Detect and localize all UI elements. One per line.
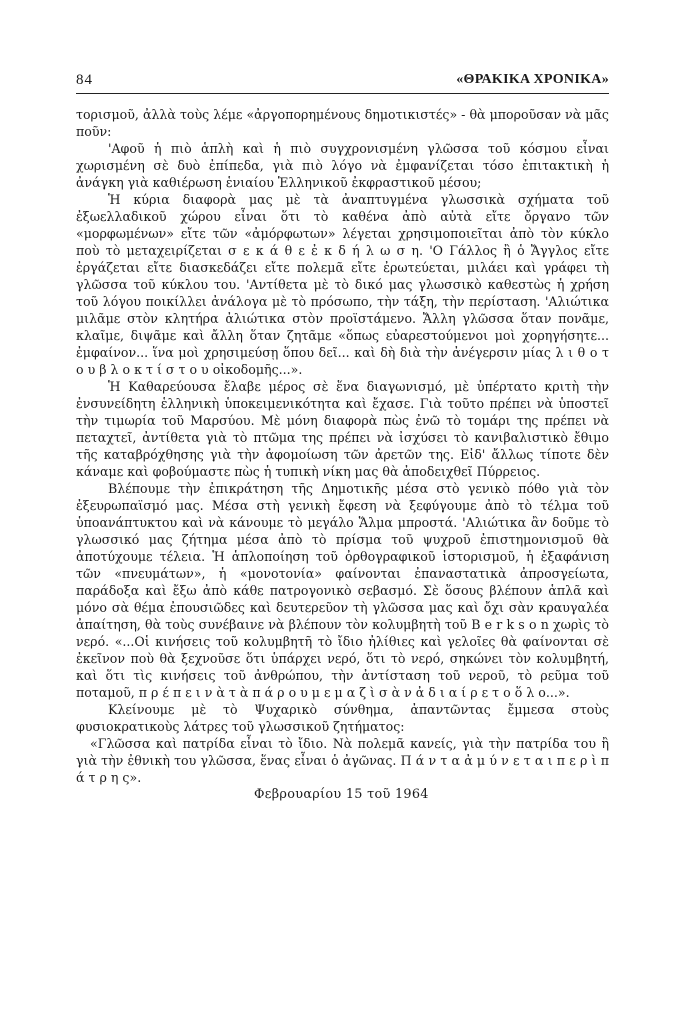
- dateline: Φεβρουαρίου 15 τοῦ 1964: [254, 787, 429, 802]
- paragraph: Ἡ Καθαρεύουσα ἔλαβε μέρος σὲ ἕνα διαγωνισμό, μὲ ὑπέρτατο κριτὴ τὴν ἐνσυνείδητη ἑλληνικὴ ὑποκειμενικότητα καὶ ἔχασε. Γιὰ τοῦτο πρέπει νὰ ὑποστεῖ τὴν τιμωρία τοῦ Μαρσύου. Μὲ μόνη διαφορὰ πὼς ἐνῶ τὸ τομάρι της πρέπει νὰ πεταχτεῖ, ἀντίθετα γιὰ τὸ πτῶμα της πρέπει νὰ ἰσχύσει τὸ κανιβαλιστικὸ ἔθιμο τῆς καταβρόχθησης γιὰ τὴν ἀφομοίωση τῶν ἀρετῶν της. Εἰδ' ἄλλως τίποτε δὲν κάναμε καὶ φοβούμαστε πὼς ἡ τυπικὴ νίκη μας θὰ ἀποδειχθεῖ Πύρρειος.: [76, 379, 609, 479]
- header-rule: [76, 93, 609, 94]
- paragraph: Κλείνουμε μὲ τὸ Ψυχαρικὸ σύνθημα, ἀπαντῶντας ἔμμεσα στοὺς φυσιοκρατικοὺς λάτρες τοῦ γλωσσικοῦ ζητήματος:: [76, 702, 609, 734]
- closing-quote: «Γλῶσσα καὶ πατρίδα εἶναι τὸ ἴδιο. Νὰ πολεμᾶ κανείς, γιὰ τὴν πατρίδα του ἢ γιὰ τὴν ἐθνικὴ του γλῶσσα, ἕνας εἶναι ὁ ἀγῶνας. Π ά ν τ α ἀ μ ύ ν ε τ α ι π ε ρ ὶ π ά τ ρ η ς».: [76, 736, 609, 785]
- journal-page: [76, 66, 609, 803]
- running-head: [76, 66, 609, 90]
- paragraph-continued: τορισμοῦ, ἀλλὰ τοὺς λέμε «ἀργοπορημένους δημοτικιστές» - θὰ μποροῦσαν νὰ μᾶς ποῦν:: [76, 107, 609, 139]
- page-number: 84: [76, 72, 93, 88]
- paragraph: 'Αφοῦ ἡ πιὸ ἁπλὴ καὶ ἡ πιὸ συγχρονισμένη γλῶσσα τοῦ κόσμου εἶναι χωρισμένη σὲ δυὸ ἐπίπεδα, γιὰ πιὸ λόγο νὰ ἐμφανίζεται τόσο ἐπιτακτικὴ ἡ ἀνάγκη γιὰ καθιέρωση ἑνιαίου Ἑλληνικοῦ ἐκφραστικοῦ μέσου;: [76, 141, 609, 190]
- paragraph: Ἡ κύρια διαφορὰ μας μὲ τὰ ἀναπτυγμένα γλωσσικὰ σχήματα τοῦ ἐξωελλαδικοῦ χώρου εἶναι ὅτι τὸ καθένα ἀπὸ αὐτὰ εἴτε ὄργανο τῶν «μορφωμένων» εἴτε τῶν «ἀμόρφωτων» λέγεται χρησιμοποιεῖται ἀπὸ τὸν κύκλο ποὺ τὸ μεταχειρίζεται σ ε κ ά θ ε ἐ κ δ ή λ ω σ η. 'Ο Γάλλος ἢ ὁ Ἄγγλος εἴτε ἐργάζεται εἴτε διασκεδάζει εἴτε πολεμᾶ εἴτε ἐρωτεύεται, μιλάει καὶ γράφει τὴ γλῶσσα τοῦ κύκλου του. 'Αντίθετα μὲ τὸ δικό μας γλωσσικὸ καθεστὼς ἡ χρήση τοῦ λόγου ποικίλλει ἀνάλογα μὲ τὸ πρόσωπο, τὴν τάξη, τὴν περίσταση. 'Αλιώτικα μιλᾶμε στὸν κλητήρα ἀλιώτικα στὸν προϊστάμενο. Ἄλλη γλῶσσα ὅταν πονᾶμε, κλαῖμε, διψᾶμε καὶ ἄλλη ὅταν ζητᾶμε «ὅπως εὐαρεστούμενοι μοὶ χορηγήσητε... ἐμφαίνον... ἵνα μοὶ χρησιμεύσῃ ὅπου δεῖ... καὶ δὴ διὰ τὴν ἀνέγερσιν μίας λ ι θ ο τ ο υ β λ ο κ τ ί σ τ ο υ οἰκοδομῆς...».: [76, 192, 609, 377]
- journal-title: «ΘΡΑΚΙΚΑ ΧΡΟΝΙΚΑ»: [456, 72, 609, 87]
- paragraph: Βλέπουμε τὴν ἐπικράτηση τῆς Δημοτικῆς μέσα στὸ γενικὸ πόθο γιὰ τὸν ἐξευρωπαϊσμό μας. Μέσα στὴ γενικὴ ἔφεση νὰ ξεφύγουμε ἀπὸ τὸ τέλμα τοῦ ὑποανάπτυκτου καὶ νὰ κάνουμε τὸ μεγάλο Ἅλμα μπροστά. 'Αλιώτικα ἂν δοῦμε τὸ γλωσσικό μας ζήτημα μέσα ἀπὸ τὸ πρίσμα τοῦ ψυχροῦ ἐπιστημονισμοῦ θὰ ἀποτύχουμε τέλεια. Ἡ ἁπλοποίηση τοῦ ὀρθογραφικοῦ ἱστορισμοῦ, ἡ ἐξαφάνιση τῶν «πνευμάτων», ἡ «μονοτονία» φαίνονται ἐπαναστατικὰ ἀπροσγείωτα, παράδοξα καὶ ἔξω ἀπὸ κάθε πατρογονικὸ σεβασμό. Σὲ ὅσους βλέπουν ἁπλᾶ καὶ μόνο σὰ θέμα ἐπουσιῶδες καὶ δευτερεῦον τὴ γλῶσσα μας καὶ ὄχι σὰν κραυγαλέα ἀπαίτηση, θὰ τοὺς συνέβαινε νὰ βλέπουν τὸν κολυμβητὴ τοῦ B e r k s o n χωρὶς τὸ νερό. «...Οἱ κινήσεις τοῦ κολυμβητῆ τὸ ἴδιο ἠλίθιες καὶ γελοῖες θὰ φαίνονται σὲ ἐκεῖνον ποὺ θὰ ξεχνοῦσε ὅτι ὑπάρχει νερό, ὅτι τὸ νερό, σηκώνει τὸν κολυμβητή, καὶ ὅτι τὶς κινήσεις τοῦ ἀνθρώπου, τὴν ἀντίσταση τοῦ νεροῦ, τὸ ρεῦμα τοῦ ποταμοῦ, π ρ έ π ε ι ν ὰ τ ὰ π ά ρ ο υ μ ε μ α ζ ὶ σ ὰ ν ἀ δ ι α ί ρ ε τ ο ὅ λ ο...».: [76, 481, 609, 700]
- article-body: [76, 106, 609, 803]
